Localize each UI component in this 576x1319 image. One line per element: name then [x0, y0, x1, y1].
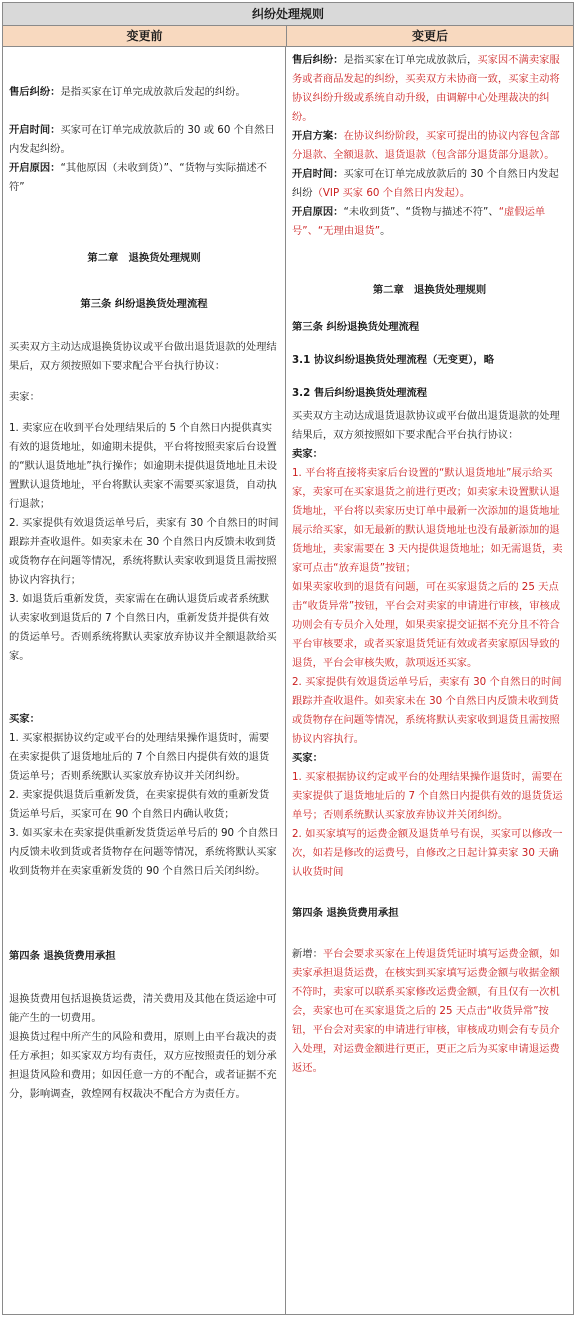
- table-title: 纠纷处理规则: [3, 3, 573, 26]
- before-open-reason: 开启原因：“其他原因（未收到货）”、“货物与实际描述不符”: [9, 162, 267, 193]
- after-buyer-item-2: 2. 如买家填写的运费金额及退货单号有误，买家可以修改一次，如若是修改的运费号，自修改之日起计算卖家 30 天确认收货时间: [292, 828, 563, 878]
- after-buyer-label: 买家：: [292, 752, 323, 764]
- before-column: [3, 47, 286, 1314]
- rules-table: [2, 2, 574, 1315]
- before-seller-item-1: 1. 卖家应在收到平台处理结果后的 5 个自然日内提供真实有效的退货地址，如逾期未提供，平台将按照卖家后台设置的“默认退货地址”执行操作；如逾期未提供退货地址且未设置默认退货地址，平台将默认卖家不需要买家退货，自动执行退款；: [9, 422, 278, 510]
- before-open-time: 开启时间：买家可在订单完成放款后的 30 或 60 个自然日内发起纠纷。: [9, 124, 275, 155]
- column-headers: [3, 26, 573, 47]
- after-open-reason: 开启原因：“未收到货”、“货物与描述不符”、“虚假运单号”、“无理由退货”。: [292, 206, 546, 237]
- header-after: 变更后: [411, 29, 448, 43]
- after-open-plan: 开启方案：在协议纠纷阶段，买家可提出的协议内容包含部分退款、全额退款、退货退款（包含部分退货部分退款）。: [292, 130, 560, 161]
- after-article-4: 第四条 退换货费用承担: [292, 907, 399, 919]
- before-chapter-2: 第二章 退换货处理规则: [87, 252, 201, 264]
- after-seller-item-2: 2. 买家提供有效退货运单号后，卖家有 30 个自然日的时间跟踪并查收退件。如卖家未在 30 个自然日内反馈未收到货或货物存在问题等情况，系统将默认卖家收到退货且需按照协议内容执行。: [292, 676, 562, 745]
- before-article-3: 第三条 纠纷退换货处理流程: [80, 298, 208, 310]
- after-open-time: 开启时间：买家可在订单完成放款后的 30 个自然日内发起纠纷（VIP 买家 60 个自然日内发起）。: [292, 168, 559, 199]
- before-seller-item-2: 2. 买家提供有效退货运单号后，卖家有 30 个自然日的时间跟踪并查收退件。如卖家未在 30 个自然日内反馈未收到货或货物存在问题等情况，系统将默认卖家收到退货且需按照协议内容执行；: [9, 517, 279, 586]
- before-seller-item-3: 3. 如退货后重新发货，卖家需在在确认退货后或者系统默认卖家收到退货后的 7 个自然日内，重新发货并提供有效的货运单号。否则系统将默认卖家放弃协议并全额退款给买家。: [9, 593, 277, 662]
- before-article-4: 第四条 退换货费用承担: [9, 950, 116, 962]
- before-intro: 买卖双方主动达成退换货协议或平台做出退货退款的处理结果后，双方须按照如下要求配合平台执行协议：: [9, 341, 277, 372]
- after-seller-exception: 如果卖家收到的退货有问题，可在买家退货之后的 25 天点击“收货异常”按钮，平台会对卖家的申请进行审核，审核成功则会有专员介入处理，如果卖家提交证据不充分且不符合平台审核要求，或者买家退货凭证有效或者卖家原因导致的退货，平台会审核失败，款项返还买家。: [292, 581, 561, 669]
- before-seller-label: 卖家：: [9, 391, 40, 403]
- table-body: [3, 47, 573, 1314]
- after-section-3-2: 3.2 售后纠纷退换货处理流程: [292, 387, 428, 399]
- before-fee-scope: 退换货费用包括退换货运费，清关费用及其他在货运途中可能产生的一切费用。: [9, 993, 277, 1024]
- after-column: [286, 47, 573, 1314]
- before-buyer-item-1: 1. 买家根据协议约定或平台的处理结果操作退货时，需要在卖家提供了退货地址后的 7 个自然日内提供有效的退货货运单号；否则系统默认买家放弃协议并关闭纠纷。: [9, 732, 270, 782]
- after-article-3: 第三条 纠纷退换货处理流程: [292, 321, 420, 333]
- after-section-3-1: 3.1 协议纠纷退换货处理流程（无变更），略: [292, 354, 495, 366]
- before-buyer-label: 买家：: [9, 713, 40, 725]
- after-intro: 买卖双方主动达成退货退款协议或平台做出退货退款的处理结果后，双方须按照如下要求配合平台执行协议：: [292, 410, 560, 441]
- after-definition: 售后纠纷：是指买家在订单完成放款后，买家因不满卖家服务或者商品发起的纠纷，买卖双方未协商一致，买家主动将协议纠纷升级或系统自动升级，由调解中心处理裁决的纠纷。: [292, 54, 560, 123]
- before-fee-responsibility: 退换货过程中所产生的风险和费用，原则上由平台裁决的责任方承担；如买家双方均有责任，双方应按照责任的划分承担退货风险和费用；如因任意一方的不配合，或者证据不充分，影响调查，敦煌网有权裁决不配合方为责任方。: [9, 1031, 277, 1100]
- before-buyer-item-2: 2. 卖家提供退货后重新发货，在卖家提供有效的重新发货货运单号后，买家可在 90 个自然日内确认收货；: [9, 789, 270, 820]
- after-seller-item-1: 1. 平台将直接将卖家后台设置的“默认退货地址”展示给买家，卖家可在买家退货之前进行更改；如卖家未设置默认退货地址，平台将以卖家历史订单中最新一次添加的退货地址展示给买家，如无最新的默认退货地址也没有最新添加的退货地址，卖家需要在 3 天内提供退货地址；如无需退货，卖家可点击“放弃退货”按钮；: [292, 467, 563, 574]
- header-before: 变更前: [3, 26, 287, 46]
- before-definition: 售后纠纷：是指买家在订单完成放款后发起的纠纷。: [9, 86, 246, 98]
- after-chapter-2: 第二章 退换货处理规则: [372, 284, 487, 296]
- after-buyer-item-1: 1. 买家根据协议约定或平台的处理结果操作退货时，需要在卖家提供了退货地址后的 7 个自然日内提供有效的退货货运单号；否则系统默认买家放弃协议并关闭纠纷。: [292, 771, 563, 821]
- after-seller-label: 卖家：: [292, 448, 323, 460]
- after-new-fee-rule: 新增：平台会要求买家在上传退货凭证时填写运费金额，如卖家承担退货运费，在核实到买家填写运费金额与收据金额不符时，卖家可以联系买家修改运费金额，有且仅有一次机会，卖家也可在买家退货之后的 25 天点击“收货异常”按钮，平台会对卖家的申请进行审核，审核成功则会有专员介入处理，对运费金额进行更正，更正之后为买家申请退运费返还。: [292, 948, 560, 1074]
- before-buyer-item-3: 3. 如买家未在卖家提供重新发货货运单号后的 90 个自然日内反馈未收到货或者货物存在问题等情况，系统将默认买家收到货物并在卖家重新发货的 90 个自然日后关闭纠纷。: [9, 827, 279, 877]
